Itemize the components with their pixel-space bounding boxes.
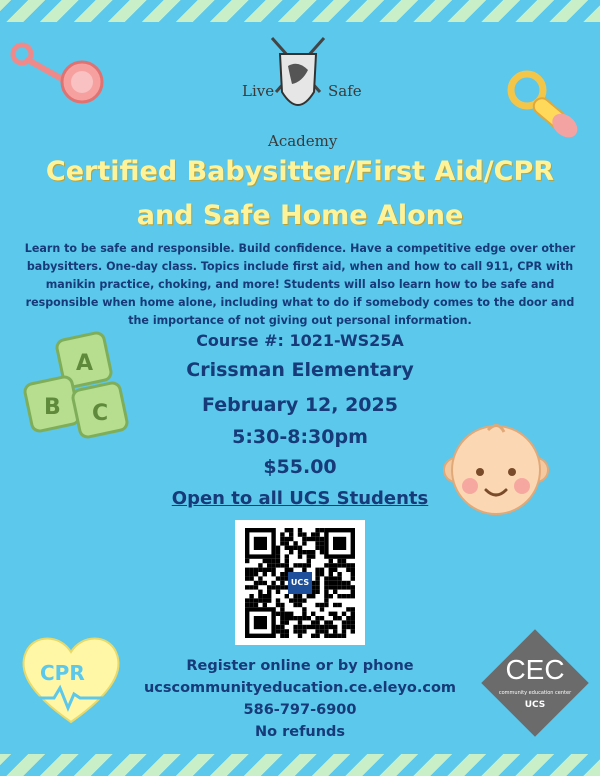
title-line-2: and Safe Home Alone [136, 200, 464, 231]
date: February 12, 2025 [202, 394, 398, 416]
rattle-icon [8, 40, 104, 104]
registration-qr-code[interactable] [235, 520, 365, 645]
phone-number[interactable]: 586-797-6900 [243, 702, 357, 718]
cec-logo [480, 628, 590, 738]
cec-ucs-mark: UCS [524, 700, 546, 710]
course-number: Course #: 1021-WS25A [196, 331, 404, 350]
location: Crissman Elementary [186, 359, 414, 381]
cec-letters: CEC [505, 654, 565, 685]
baby-face-icon [440, 420, 552, 520]
register-text: Register online or by phone [186, 658, 414, 674]
block-a-letter: A [76, 351, 94, 376]
block-b-letter: B [44, 395, 61, 420]
pacifier-icon [505, 68, 585, 146]
bottom-stripe-border [0, 754, 600, 776]
title-line-1: Certified Babysitter/First Aid/CPR [45, 156, 555, 187]
ucs-logo-icon: UCS [288, 572, 312, 594]
time: 5:30-8:30pm [232, 426, 368, 448]
refund-policy: No refunds [254, 724, 346, 740]
live-safe-academy-logo [228, 26, 368, 152]
cec-subtitle: community education center [498, 690, 572, 696]
price: $55.00 [263, 456, 337, 478]
abc-blocks-icon [22, 328, 132, 442]
block-c-letter: C [92, 401, 109, 426]
course-description: Learn to be safe and responsible. Build confidence. Have a competitive edge over other babysitters. One-day class. Topics include first aid, when and how to call 911, CPR with manikin practice, choking, and more! Students will also learn how to be safe and responsible when home alone, including what to do if somebody comes to the door and the importance of not giving out personal information. [24, 242, 576, 327]
register-url-link[interactable]: ucscommunityeducation.ce.eleyo.com [143, 680, 457, 696]
top-stripe-border [0, 0, 600, 22]
shield-swords-icon [228, 26, 368, 130]
page-title [0, 150, 600, 238]
cpr-label: CPR [40, 661, 85, 685]
logo-word-bottom: Academy [268, 132, 338, 150]
logo-word-right: Safe [328, 82, 362, 100]
logo-word-left: Live [242, 82, 275, 100]
eligibility-link[interactable]: Open to all UCS Students [171, 488, 429, 509]
